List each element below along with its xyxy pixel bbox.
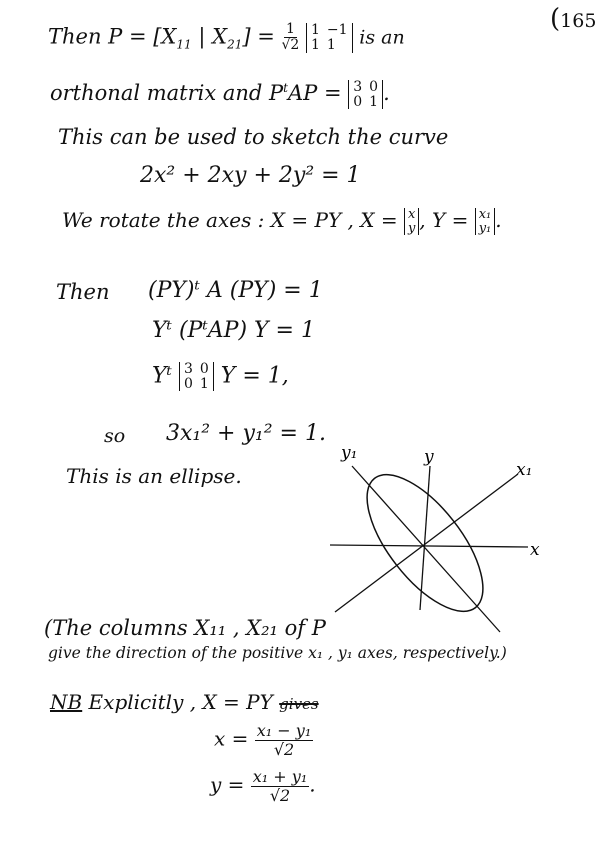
fraction-1-over-root2: $\frac{1}{√2}$: [281, 21, 300, 54]
line-9: so 3x₁² + y₁² = 1.: [104, 421, 326, 447]
matrix-diag: 3 0 0 1: [179, 362, 214, 391]
line-12: give the direction of the positive x₁ , y₁ axes, respectively.): [48, 644, 507, 662]
line-11: (The columns X₁₁ , X₂₁ of P: [44, 616, 326, 640]
label-x: x: [530, 540, 540, 560]
matrix-p: 1 −1 1 1: [306, 23, 353, 52]
line-14: x = $\frac{\text{x₁ − y₁}}{√2}$: [214, 721, 312, 759]
line-13: NB Explicitly , X = PY gives: [50, 690, 319, 714]
x-axis: [330, 545, 528, 547]
line-1: Then $P = [X_{11}$ | $X_{21}$] = $\frac{1}{√2}$ 1 −1 1 1 is an: [48, 21, 405, 54]
column-vector-x: x y: [404, 208, 419, 235]
label-y: y: [424, 447, 434, 467]
line-7: Yᵗ (PᵗAP) Y = 1: [152, 318, 315, 343]
label-x1: x₁: [516, 460, 533, 480]
line-15: y = $\frac{\text{x₁ + y₁}}{√2}$ .: [210, 767, 316, 805]
line-6: Then (PY)ᵗ A (PY) = 1: [56, 278, 323, 304]
matrix-ptap: 3 0 0 1: [348, 80, 383, 109]
y-axis: [420, 466, 430, 610]
fraction-y: $\frac{\text{x₁ + y₁}}{√2}$: [252, 767, 308, 805]
page-number: (165: [550, 4, 597, 34]
y1-axis: [335, 474, 518, 612]
struck-word: gives: [279, 695, 319, 713]
line-5: We rotate the axes : X = PY , X = x y , Y = x₁ y₁ .: [62, 207, 502, 236]
fraction-x: $\frac{\text{x₁ − y₁}}{√2}$: [256, 721, 312, 759]
line-3: This can be used to sketch the curve: [58, 125, 449, 149]
line-10: This is an ellipse.: [66, 464, 242, 488]
column-vector-y: x₁ y₁: [475, 208, 496, 235]
ellipse-curve: [346, 456, 504, 630]
nb-label: NB: [50, 690, 83, 714]
x1-axis: [352, 466, 500, 632]
line-8: Yᵗ 3 0 0 1 Y = 1,: [152, 361, 289, 392]
line-4-equation: 2x² + 2xy + 2y² = 1: [140, 163, 361, 188]
line-2: orthonal matrix and $P^tAP$ = 3 0 0 1 .: [50, 79, 390, 110]
label-y1: y₁: [341, 443, 358, 463]
